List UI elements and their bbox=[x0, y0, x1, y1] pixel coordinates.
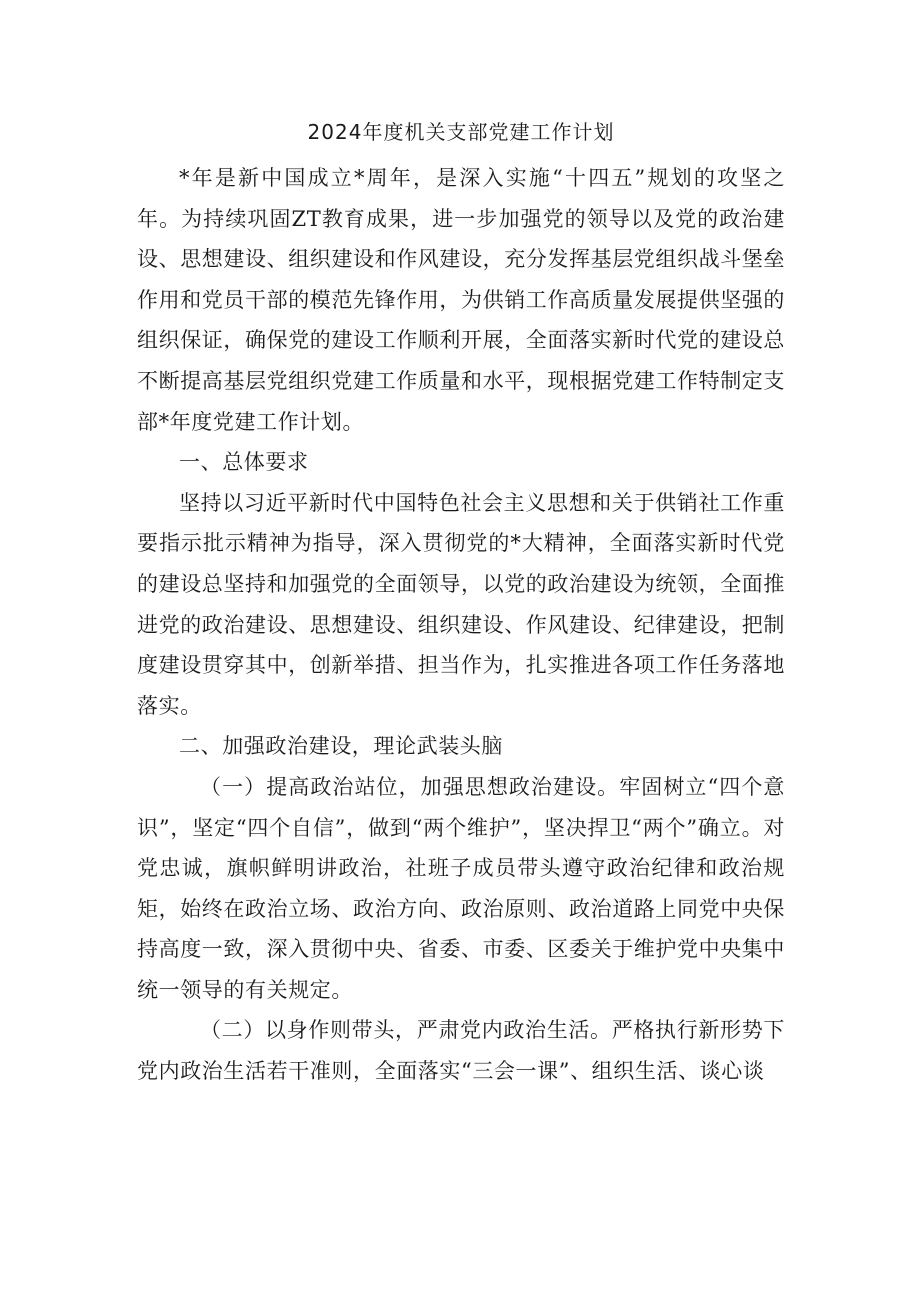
intro-paragraph: *年是新中国成立*周年，是深入实施“十四五”规划的攻坚之年。为持续巩固ZT教育成果，进一步加强党的领导以及党的政治建设、思想建设、组织建设和作风建设，充分发挥基层党组织战斗堡垒作用和党员干部的模范先锋作用，为供销工作高质量发展提供坚强的组织保证，确保党的建设工作顺利开展，全面落实新时代党的建设总不断提高基层党组织党建工作质量和水平，现根据党建工作特制定支部*年度党建工作计划。 bbox=[137, 166, 785, 434]
section-heading-political-construction: 二、加强政治建设，理论武装头脑 bbox=[179, 734, 503, 759]
subsection-2-paragraph: （二）以身作则带头，严肃党内政治生活。严格执行新形势下党内政治生活若干准则，全面落实“三会一课”、组织生活、谈心谈 bbox=[137, 1018, 785, 1084]
general-requirements-paragraph: 坚持以习近平新时代中国特色社会主义思想和关于供销社工作重要指示批示精神为指导，深入贯彻党的*大精神，全面落实新时代党的建设总坚持和加强党的全面领导，以党的政治建设为统领，全面推进党的政治建设、思想建设、组织建设、作风建设、纪律建设，把制度建设贯穿其中，创新举措、担当作为，扎实推进各项工作任务落地落实。 bbox=[137, 490, 785, 718]
subsection-1-paragraph: （一）提高政治站位，加强思想政治建设。牢固树立“四个意识”，坚定“四个自信”，做到“两个维护”，坚决捍卫“两个”确立。对党忠诚，旗帜鲜明讲政治，社班子成员带头遵守政治纪律和政治规矩，始终在政治立场、政治方向、政治原则、政治道路上同党中央保持高度一致，深入贯彻中央、省委、市委、区委关于维护党中央集中统一领导的有关规定。 bbox=[137, 774, 785, 1002]
section-heading-general-requirements: 一、总体要求 bbox=[179, 450, 309, 475]
document-title: 2024年度机关支部党建工作计划 bbox=[307, 120, 615, 144]
document-body bbox=[137, 116, 785, 1092]
